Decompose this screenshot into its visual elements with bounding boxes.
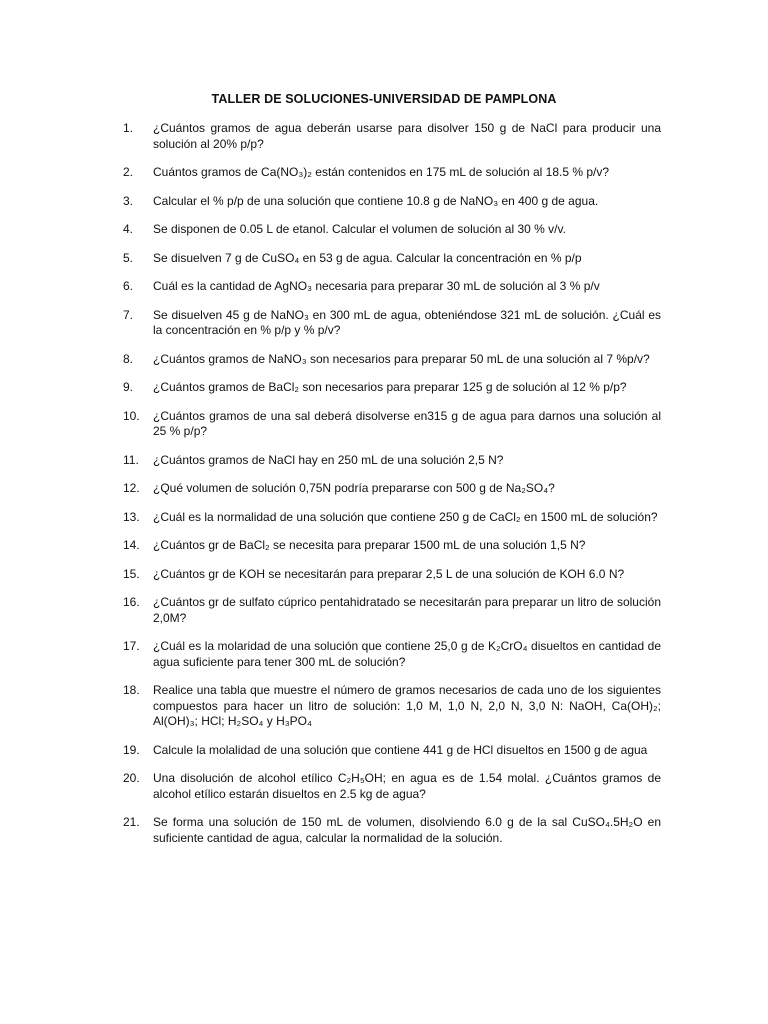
question-number: 17. <box>123 639 140 653</box>
question-item <box>123 567 661 583</box>
question-item <box>123 481 661 497</box>
question-number: 10. <box>123 408 140 423</box>
question-item <box>123 815 661 846</box>
question-text: Se disuelven 45 g de NaNO₃ en 300 mL de agua, obteniéndose 321 mL de solución. ¿Cuál es la concentración en % p/p y % p/v? <box>153 307 661 337</box>
question-text: ¿Cuántos gramos de agua deberán usarse para disolver 150 g de NaCl para producir una solución al 20% p/p? <box>153 121 661 151</box>
question-number: 1. <box>123 121 134 135</box>
question-number: 21. <box>123 815 140 829</box>
question-item <box>123 510 661 526</box>
question-text: ¿Cuántos gramos de NaCl hay en 250 mL de una solución 2,5 N? <box>153 452 504 467</box>
question-text: Una disolución de alcohol etílico C₂H₅OH; en agua es de 1.54 molal. ¿Cuántos gramos de alcohol etílico estarán disueltos en 2.5 kg de agua? <box>153 771 661 801</box>
question-number: 16. <box>123 595 140 609</box>
question-item <box>123 538 661 554</box>
question-item <box>123 308 661 339</box>
question-text: ¿Cuántos gr de sulfato cúprico pentahidratado se necesitarán para preparar un litro de solución 2,0M? <box>153 595 661 625</box>
question-number: 2. <box>123 165 134 179</box>
question-number: 15. <box>123 566 140 581</box>
question-text: ¿Cuántos gramos de una sal deberá disolverse en315 g de agua para darnos una solución al 25 % p/p? <box>153 408 661 438</box>
question-number: 12. <box>123 481 140 495</box>
document-title: TALLER DE SOLUCIONES-UNIVERSIDAD DE PAMPLONA <box>211 92 557 106</box>
question-number: 9. <box>123 380 134 394</box>
question-text: Se forma una solución de 150 mL de volumen, disolviendo 6.0 g de la sal CuSO₄.5H₂O en suficiente cantidad de agua, calcular la normalidad de la solución. <box>153 815 661 845</box>
question-number: 8. <box>123 351 134 366</box>
question-number: 6. <box>123 279 134 293</box>
question-number: 11. <box>123 452 139 467</box>
question-number: 14. <box>123 538 140 552</box>
question-item <box>123 595 661 626</box>
question-item <box>123 121 661 152</box>
question-text: ¿Qué volumen de solución 0,75N podría prepararse con 500 g de Na₂SO₄? <box>153 481 555 495</box>
question-number: 18. <box>123 683 140 697</box>
question-text: ¿Cuántos gr de KOH se necesitarán para preparar 2,5 L de una solución de KOH 6.0 N? <box>153 566 625 581</box>
question-number: 3. <box>123 193 134 208</box>
question-item <box>123 222 661 238</box>
question-text: ¿Cuántos gramos de BaCl₂ son necesarios para preparar 125 g de solución al 12 % p/p? <box>153 380 627 394</box>
question-item <box>123 771 661 802</box>
question-number: 7. <box>123 307 134 322</box>
question-text: Calcular el % p/p de una solución que contiene 10.8 g de NaNO₃ en 400 g de agua. <box>153 193 599 208</box>
question-item <box>123 409 661 440</box>
question-list <box>123 121 661 859</box>
question-item <box>123 165 661 181</box>
question-number: 13. <box>123 509 140 524</box>
question-number: 5. <box>123 250 134 265</box>
question-item <box>123 743 661 759</box>
question-text: ¿Cuál es la normalidad de una solución que contiene 250 g de CaCl₂ en 1500 mL de solución? <box>153 509 658 524</box>
question-text: Calcule la molalidad de una solución que contiene 441 g de HCl disueltos en 1500 g de agua <box>153 742 648 757</box>
question-text: Se disuelven 7 g de CuSO₄ en 53 g de agua. Calcular la concentración en % p/p <box>153 250 582 265</box>
question-item <box>123 683 661 730</box>
question-text: ¿Cuál es la molaridad de una solución que contiene 25,0 g de K₂CrO₄ disueltos en cantidad de agua suficiente para tener 300 mL de solución? <box>153 639 661 669</box>
question-number: 20. <box>123 771 140 785</box>
question-text: Cuál es la cantidad de AgNO₃ necesaria para preparar 30 mL de solución al 3 % p/v <box>153 279 600 293</box>
question-item <box>123 194 661 210</box>
question-text: Realice una tabla que muestre el número de gramos necesarios de cada uno de los siguientes compuestos para hacer un litro de solución: 1,0 M, 1,0 N, 2,0 N, 3,0 N: NaOH, Ca(OH)₂; Al(OH)₃; HCl; H₂SO₄ y H₃PO₄ <box>153 683 661 728</box>
question-item <box>123 279 661 295</box>
question-item <box>123 453 661 469</box>
question-text: Se disponen de 0.05 L de etanol. Calcular el volumen de solución al 30 % v/v. <box>153 222 566 236</box>
question-number: 4. <box>123 222 134 236</box>
question-text: Cuántos gramos de Ca(NO₃)₂ están contenidos en 175 mL de solución al 18.5 % p/v? <box>153 165 610 179</box>
question-item <box>123 251 661 267</box>
question-text: ¿Cuántos gr de BaCl₂ se necesita para preparar 1500 mL de una solución 1,5 N? <box>153 538 586 552</box>
question-item <box>123 352 661 368</box>
question-item <box>123 380 661 396</box>
question-text: ¿Cuántos gramos de NaNO₃ son necesarios para preparar 50 mL de una solución al 7 %p/v? <box>153 351 650 366</box>
question-item <box>123 639 661 670</box>
question-number: 19. <box>123 742 140 757</box>
